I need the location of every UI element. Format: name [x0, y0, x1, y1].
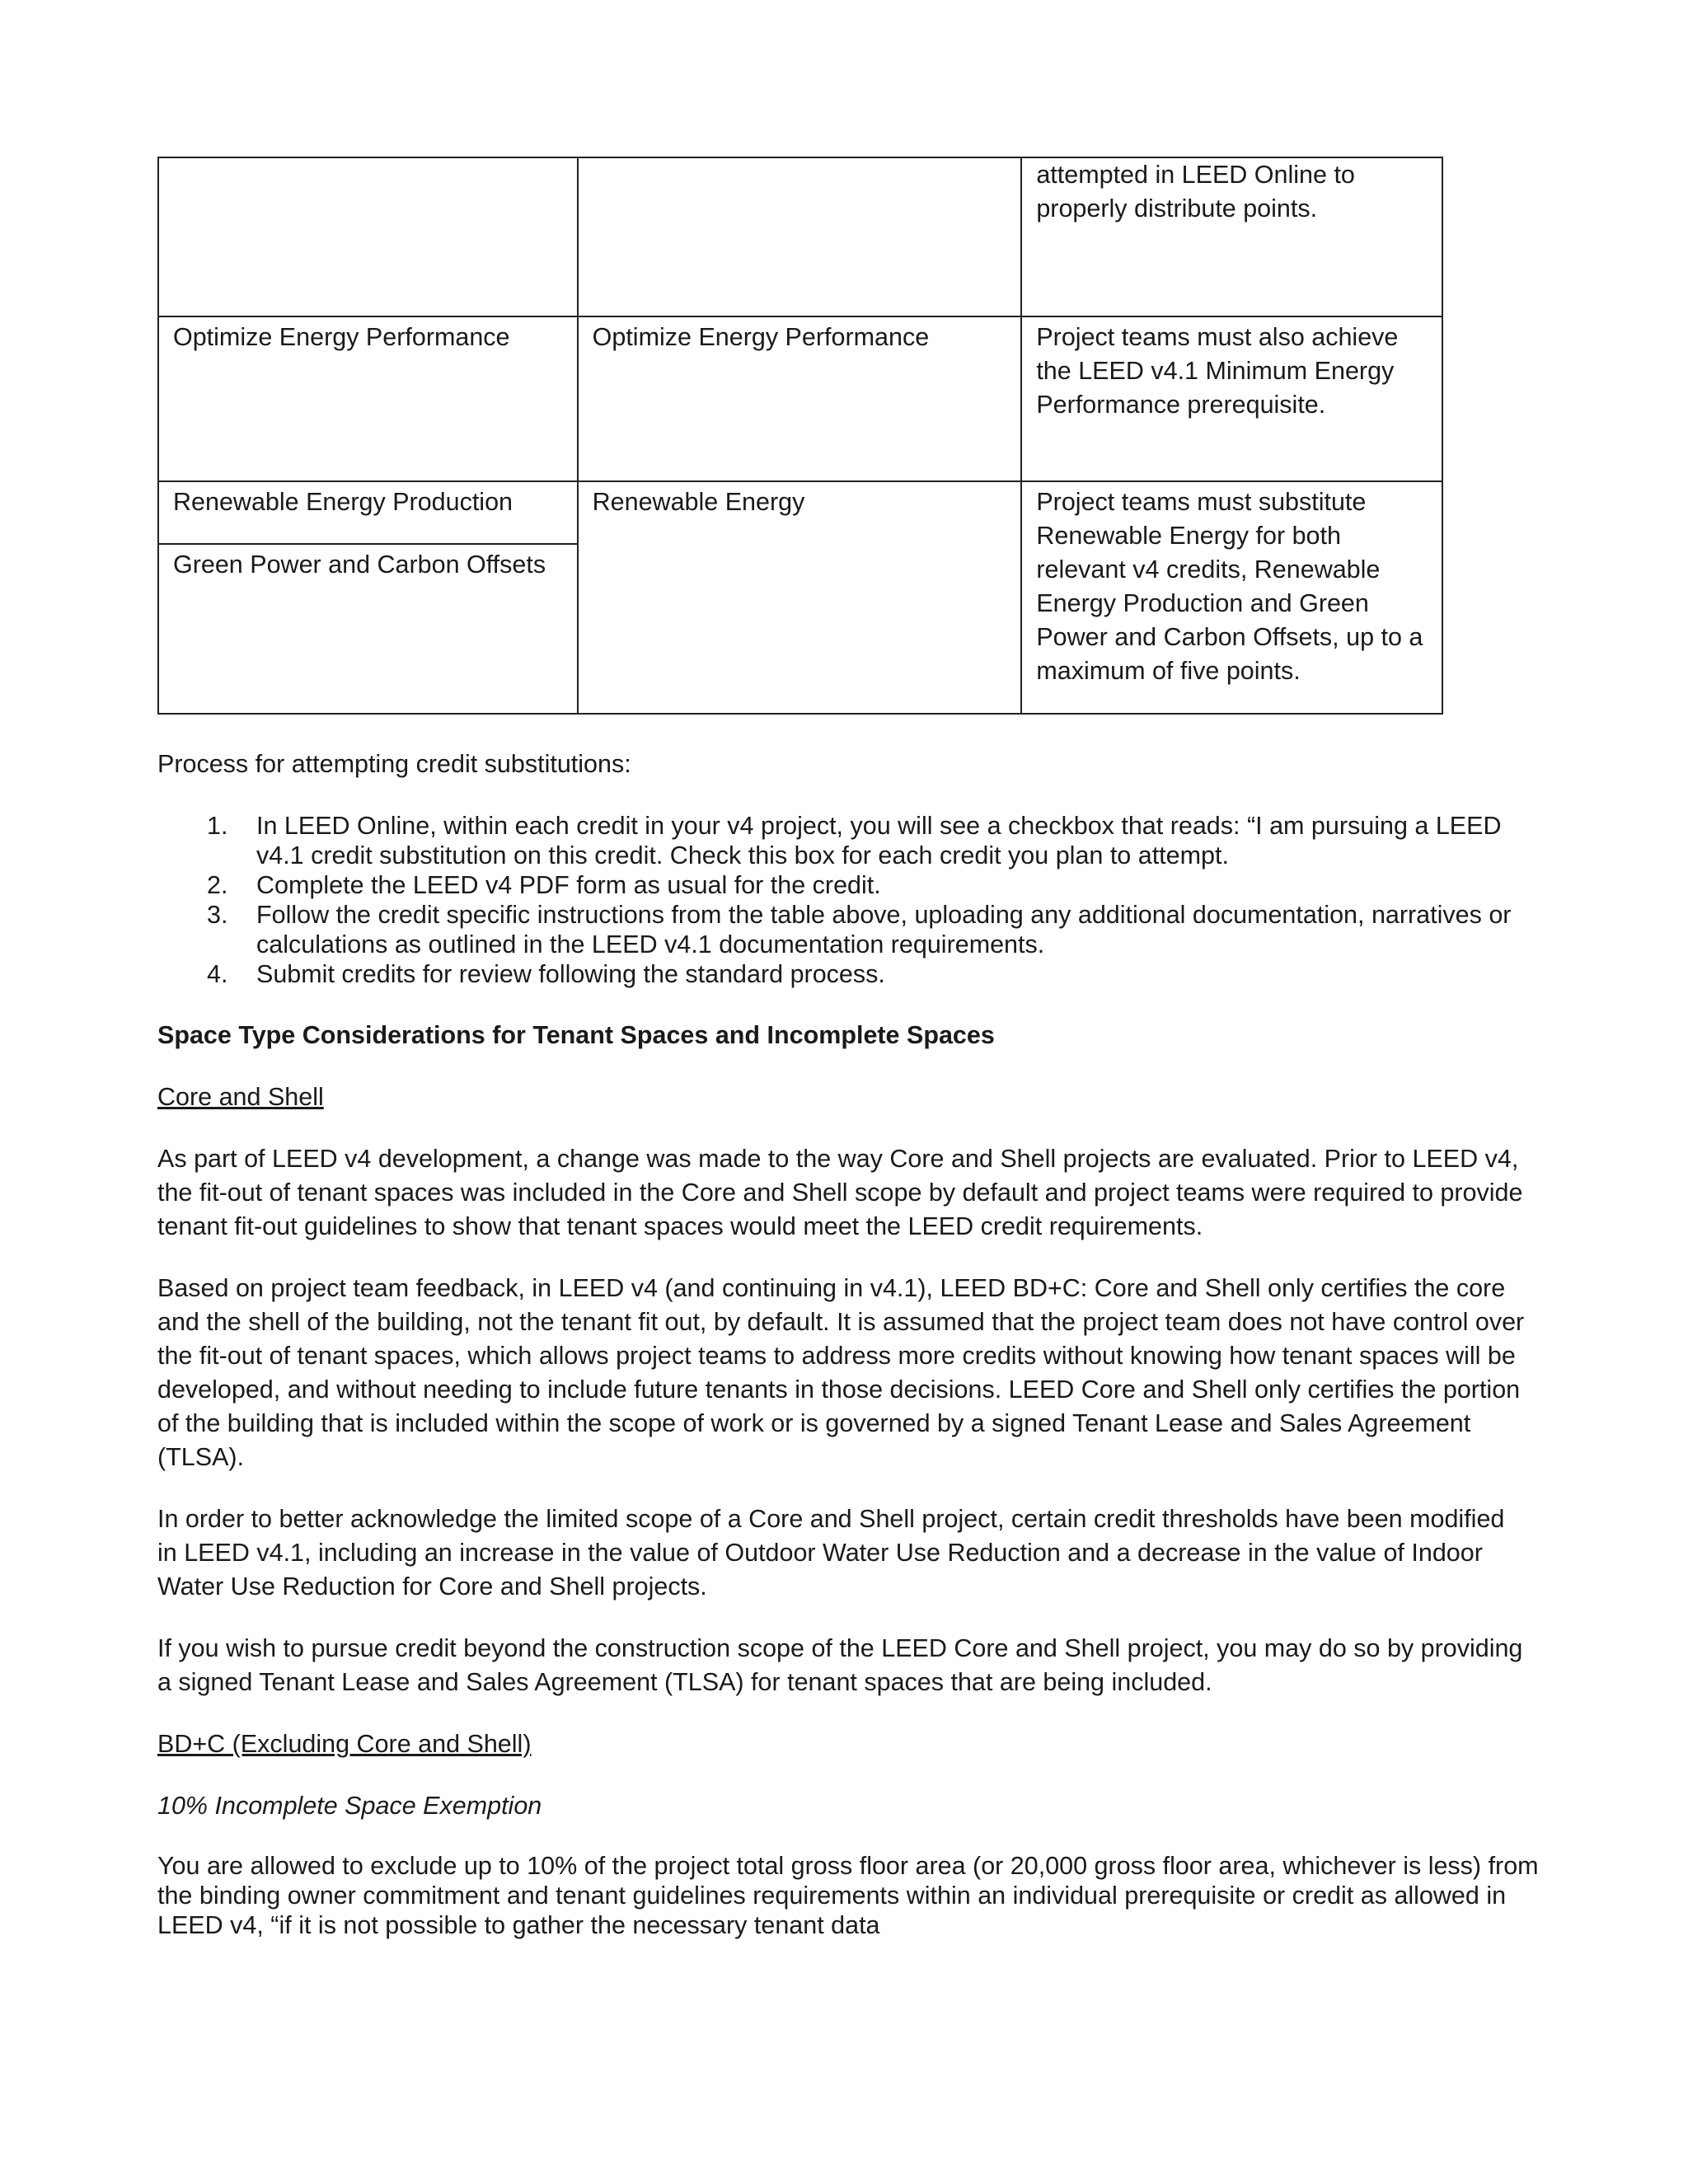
list-item-text: Follow the credit specific instructions from the table above, uploading any additional documentation, narratives or calculations as outlined in the LEED v4.1 documentation requirements. [256, 901, 1512, 958]
table-cell-v41-credit [578, 157, 1022, 316]
list-item [157, 959, 1526, 989]
table-cell-notes: Project teams must also achieve the LEED v4.1 Minimum Energy Performance prerequisite. [1021, 316, 1442, 481]
credit-substitution-table [157, 157, 1443, 715]
paragraph: You are allowed to exclude up to 10% of the project total gross floor area (or 20,000 gross floor area, whichever is less) from the binding owner commitment and tenant guidelines requirements within an individual prerequisite or credit as allowed in LEED v4, “if it is not possible to gather the necessary tenant data [157, 1852, 1539, 1939]
section-heading: Space Type Considerations for Tenant Spaces and Incomplete Spaces [157, 1021, 995, 1049]
list-item [157, 870, 1526, 900]
subheading-core-shell: Core and Shell [157, 1083, 324, 1111]
list-item-number: 1. [207, 812, 228, 840]
italic-heading: 10% Incomplete Space Exemption [157, 1792, 542, 1820]
paragraph: In order to better acknowledge the limited scope of a Core and Shell project, certain credit thresholds have been modified in LEED v4.1, including an increase in the value of Outdoor Water Use Reduction and a decrease in the value of Indoor Water Use Reduction for Core and Shell projects. [157, 1505, 1505, 1601]
table-cell-v41-credit: Renewable Energy [578, 481, 1022, 714]
table-row [158, 481, 1442, 544]
list-item-number: 2. [207, 871, 228, 899]
list-item-text: Complete the LEED v4 PDF form as usual for the credit. [256, 871, 881, 899]
process-intro: Process for attempting credit substitutions: [157, 750, 631, 778]
paragraph: Based on project team feedback, in LEED v4 (and continuing in v4.1), LEED BD+C: Core and Shell only certifies the core and the shell of the building, not the tenant fit out, by default. It is assumed that the project team does not have control over the fit-out of tenant spaces, which allows project teams to address more credits without knowing how tenant spaces will be developed, and without needing to include future tenants in those decisions. LEED Core and Shell only certifies the portion of the building that is included within the scope of work or is governed by a signed Tenant Lease and Sales Agreement (TLSA). [157, 1274, 1525, 1471]
document-page [157, 157, 1542, 1940]
table-cell-v4-credit: Renewable Energy Production [158, 481, 578, 544]
list-item-number: 4. [207, 960, 228, 988]
table-cell-v41-credit: Optimize Energy Performance [578, 316, 1022, 481]
table-cell-v4-credit [158, 157, 578, 316]
table-row [158, 316, 1442, 481]
table-cell-notes: attempted in LEED Online to properly distribute points. [1021, 157, 1442, 316]
list-item-number: 3. [207, 901, 228, 929]
table-cell-v4-credit-2: Green Power and Carbon Offsets [158, 544, 578, 714]
list-item-text: In LEED Online, within each credit in your v4 project, you will see a checkbox that reads: “I am pursuing a LEED v4.1 credit substitution on this credit. Check this box for each credit you plan to attempt. [256, 812, 1502, 869]
table-cell-notes: Project teams must substitute Renewable Energy for both relevant v4 credits, Renewable Energy Production and Green Power and Carbon Offsets, up to a maximum of five points. [1021, 481, 1442, 714]
table-cell-v4-credit: Optimize Energy Performance [158, 316, 578, 481]
list-item [157, 811, 1526, 870]
paragraph: If you wish to pursue credit beyond the construction scope of the LEED Core and Shell project, you may do so by providing a signed Tenant Lease and Sales Agreement (TLSA) for tenant spaces that are being included. [157, 1634, 1523, 1696]
paragraph: As part of LEED v4 development, a change was made to the way Core and Shell projects are evaluated. Prior to LEED v4, the fit-out of tenant spaces was included in the Core and Shell scope by default and project teams were required to provide tenant fit-out guidelines to show that tenant spaces would meet the LEED credit requirements. [157, 1145, 1523, 1240]
list-item [157, 900, 1526, 959]
subheading-bdc: BD+C (Excluding Core and Shell) [157, 1730, 532, 1758]
list-item-text: Submit credits for review following the standard process. [256, 960, 885, 988]
process-steps-list [157, 811, 1542, 989]
table-row [158, 157, 1442, 316]
